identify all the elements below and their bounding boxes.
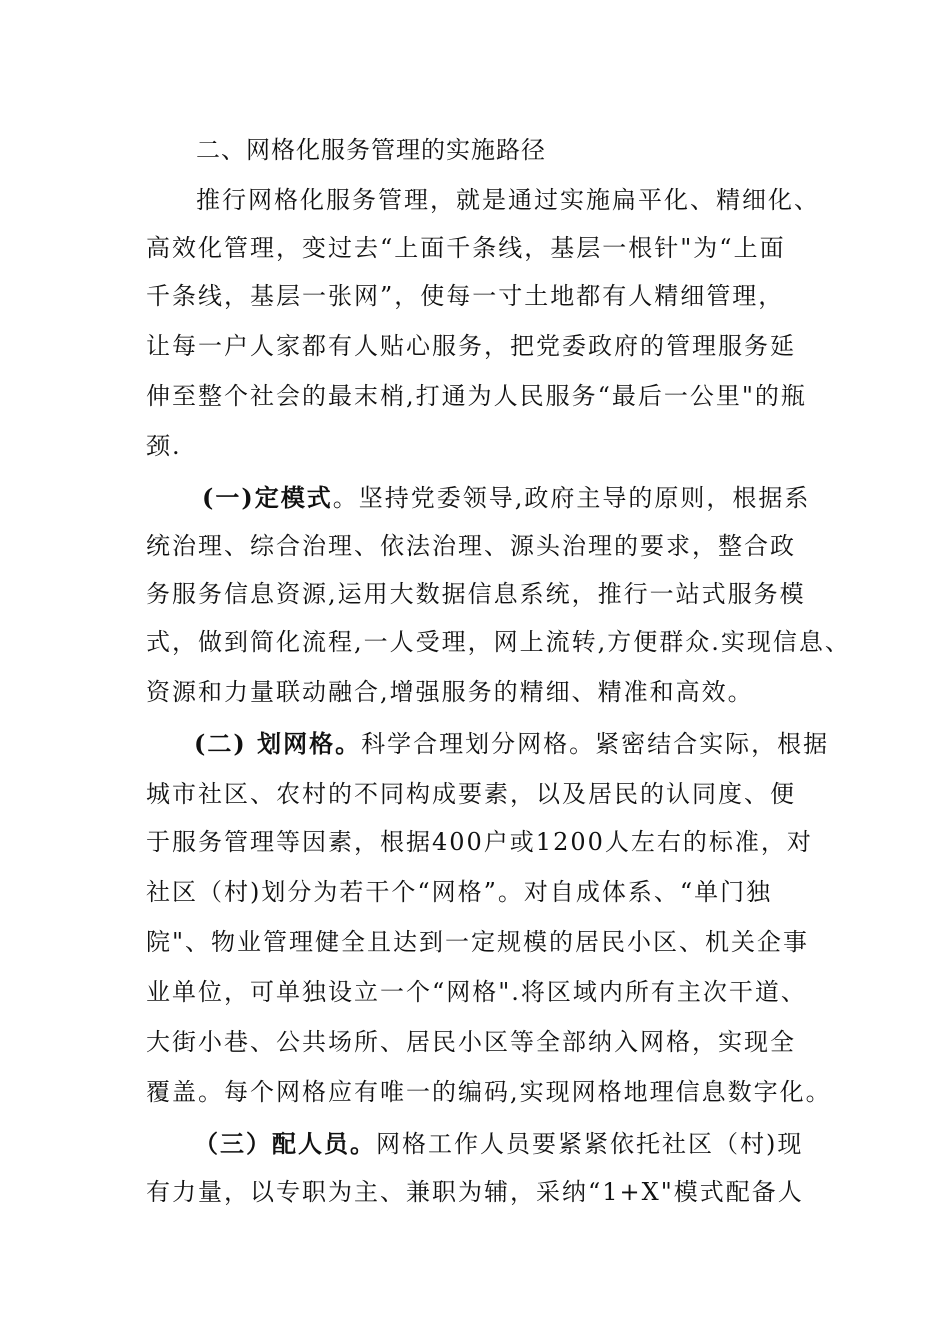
paragraph-3-line-7: 大街小巷、公共场所、居民小区等全部纳入网格，实现全	[146, 1028, 796, 1056]
paragraph-3-first-text: 科学合理划分网格。紧密结合实际，根据	[361, 730, 830, 758]
paragraph-1-line-6: 颈.	[146, 432, 182, 460]
paragraph-3-line-4: 社区（村)划分为若干个“网格”。对自成体系、“单门独	[146, 878, 773, 906]
paragraph-2-label: (一)定模式	[202, 483, 333, 512]
paragraph-2-line-3: 务服务信息资源,运用大数据信息系统，推行一站式服务模	[146, 580, 806, 608]
paragraph-2-first-text: 。坚持党委领导,政府主导的原则，根据系	[332, 484, 811, 512]
paragraph-4-label: （三）配人员。	[194, 1129, 376, 1158]
paragraph-1-line-3: 千条线，基层一张网”，使每一寸土地都有人精细管理，	[146, 282, 785, 310]
paragraph-2-line-4: 式，做到简化流程,一人受理，网上流转,方便群众.实现信息、	[146, 628, 851, 656]
paragraph-3-line-6: 业单位，可单独设立一个“网格".将区域内所有主次干道、	[146, 978, 807, 1006]
paragraph-2-line-1	[202, 478, 810, 518]
section-heading: 二、网格化服务管理的实施路径	[196, 136, 546, 164]
paragraph-3-line-2: 城市社区、农村的不同构成要素，以及居民的认同度、便	[146, 780, 796, 808]
paragraph-3-line-5: 院"、物业管理健全且达到一定规模的居民小区、机关企事	[146, 928, 810, 956]
paragraph-3-label: (二) 划网格。	[194, 729, 362, 758]
paragraph-1-line-2: 高效化管理，变过去“上面千条线，基层一根针"为“上面	[146, 234, 786, 262]
paragraph-2-line-5: 资源和力量联动融合,增强服务的精细、精准和高效。	[146, 678, 754, 706]
paragraph-2-line-2: 统治理、综合治理、依法治理、源头治理的要求，整合政	[146, 532, 796, 560]
paragraph-1-line-4: 让每一户人家都有人贴心服务，把党委政府的管理服务延	[146, 332, 796, 360]
paragraph-4-first-text: 网格工作人员要紧紧依托社区（村)现	[376, 1130, 804, 1158]
paragraph-3-line-1	[194, 724, 829, 764]
paragraph-4-line-2: 有力量，以专职为主、兼职为辅，采纳“1+X"模式配备人	[146, 1178, 804, 1206]
paragraph-4-line-1	[194, 1124, 803, 1164]
paragraph-1-line-1: 推行网格化服务管理，就是通过实施扁平化、精细化、	[196, 186, 820, 214]
paragraph-3-line-3: 于服务管理等因素，根据400户或1200人左右的标准，对	[146, 828, 813, 856]
paragraph-1-line-5: 伸至整个社会的最末梢,打通为人民服务“最后一公里"的瓶	[146, 382, 807, 410]
paragraph-3-line-8: 覆盖。每个网格应有唯一的编码,实现网格地理信息数字化。	[146, 1078, 832, 1106]
